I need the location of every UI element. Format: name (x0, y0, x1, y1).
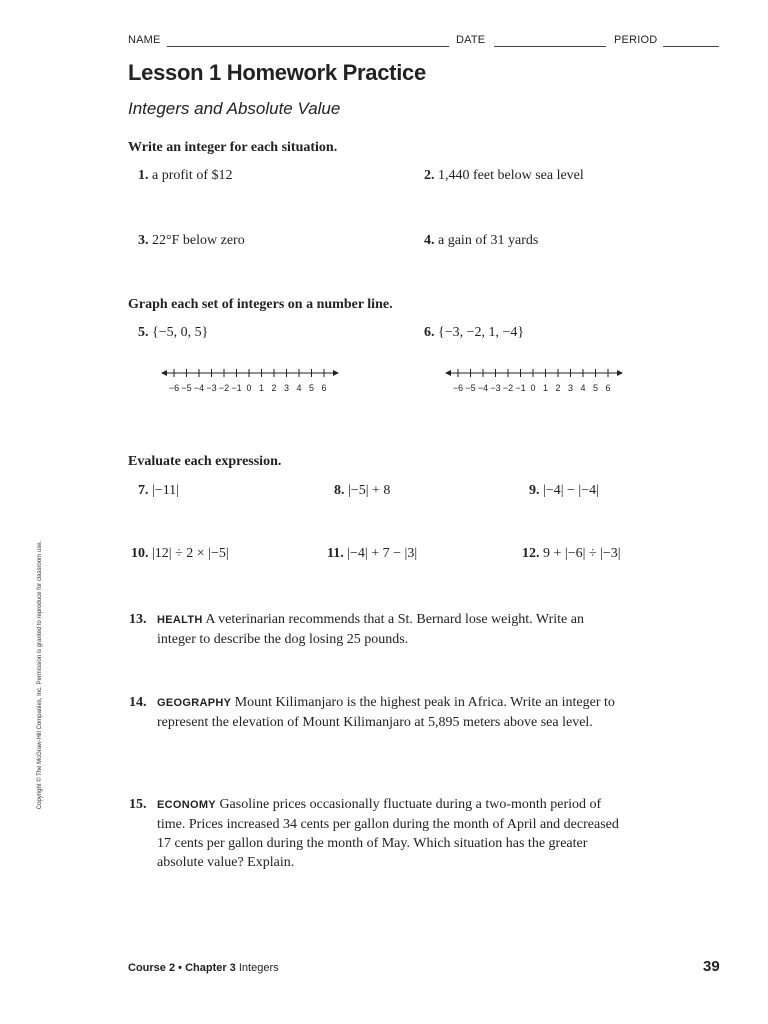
period-label: PERIOD (614, 34, 658, 46)
number-line-tick-label: 0 (246, 383, 252, 393)
problem-4 (424, 231, 538, 250)
number-line-5[interactable] (160, 364, 340, 396)
number-line-tick-label: 2 (555, 383, 561, 393)
copyright-notice: Copyright © The McGraw-Hill Companies, Inc. Permission is granted to reproduce for classroom use. (37, 540, 43, 810)
problem-number: 5. (138, 325, 149, 340)
section-heading-graph: Graph each set of integers on a number line. (128, 297, 393, 312)
problem-number: 10. (131, 546, 149, 561)
footer-chapter: Chapter 3 (185, 962, 236, 974)
problem-15 (129, 795, 627, 872)
problem-10 (131, 544, 229, 563)
problem-text: 22°F below zero (152, 233, 245, 248)
number-line-svg[interactable] (444, 364, 624, 396)
problem-11 (327, 544, 417, 563)
name-label: NAME (128, 34, 161, 46)
footer-topic: Integers (238, 962, 279, 974)
arrow-right-icon (333, 370, 339, 376)
date-blank[interactable] (494, 46, 606, 47)
problem-number: 4. (424, 233, 435, 248)
problem-text: Gasoline prices occasionally fluctuate during a two-month period of time. Prices increased 34 cents per gallon during the month of April and decreased 17 cents per gallon during the month of May. Which situation has the greater absolute value? Explain. (157, 797, 619, 870)
problem-tag: GEOGRAPHY (157, 697, 232, 709)
number-line-tick-label: 1 (258, 383, 265, 393)
problem-number: 7. (138, 483, 149, 498)
footer (128, 962, 279, 974)
number-line-tick-label: −4 (477, 383, 489, 393)
problem-text: |−5| + 8 (348, 483, 391, 498)
problem-text: {−5, 0, 5} (152, 325, 209, 340)
problem-text: |−4| − |−4| (543, 483, 599, 498)
arrow-left-icon (445, 370, 451, 376)
number-line-tick-label: −2 (502, 383, 514, 393)
number-line-tick-label: 1 (542, 383, 549, 393)
problem-2 (424, 166, 584, 185)
number-line-tick-label: −2 (218, 383, 230, 393)
problem-number: 11. (327, 546, 344, 561)
problem-number: 8. (334, 483, 345, 498)
number-line-tick-label: 4 (580, 383, 586, 393)
date-label: DATE (456, 34, 486, 46)
problem-text: 1,440 feet below sea level (438, 168, 584, 183)
problem-7 (138, 481, 179, 500)
problem-text: {−3, −2, 1, −4} (438, 325, 525, 340)
number-line-tick-label: −6 (452, 383, 464, 393)
number-line-tick-label: 3 (567, 383, 574, 393)
problem-number: 13. (129, 612, 147, 627)
page-number: 39 (703, 958, 720, 975)
number-line-tick-label: −4 (193, 383, 205, 393)
page-subtitle: Integers and Absolute Value (128, 99, 341, 118)
problem-text: |12| ÷ 2 × |−5| (152, 546, 229, 561)
number-line-tick-label: 5 (308, 383, 315, 393)
problem-tag: ECONOMY (157, 799, 216, 811)
problem-14 (129, 693, 627, 732)
problem-text: 9 + |−6| ÷ |−3| (543, 546, 621, 561)
number-line-svg[interactable] (160, 364, 340, 396)
section-heading-evaluate: Evaluate each expression. (128, 454, 282, 469)
arrow-right-icon (617, 370, 623, 376)
number-line-tick-label: −5 (181, 383, 192, 393)
problem-number: 1. (138, 168, 149, 183)
problem-number: 14. (129, 695, 147, 710)
problem-8 (334, 481, 390, 500)
problem-number: 12. (522, 546, 540, 561)
problem-9 (529, 481, 599, 500)
number-line-tick-label: 6 (605, 383, 611, 393)
problem-number: 15. (129, 797, 147, 812)
name-blank[interactable] (167, 46, 449, 47)
number-line-tick-label: −3 (490, 383, 501, 393)
number-line-6[interactable] (444, 364, 624, 396)
problem-text: A veterinarian recommends that a St. Bernard lose weight. Write an integer to describe the dog losing 25 pounds. (157, 612, 584, 647)
number-line-tick-label: 0 (530, 383, 536, 393)
number-line-tick-label: 4 (296, 383, 302, 393)
footer-bullet: • (178, 962, 182, 974)
problem-text: a profit of $12 (152, 168, 233, 183)
section-heading-write: Write an integer for each situation. (128, 140, 338, 155)
problem-number: 2. (424, 168, 435, 183)
number-line-tick-label: −1 (515, 383, 526, 393)
problem-text: |−11| (152, 483, 179, 498)
footer-course: Course 2 (128, 962, 176, 974)
number-line-tick-label: −6 (168, 383, 180, 393)
problem-text: Mount Kilimanjaro is the highest peak in Africa. Write an integer to represent the elevation of Mount Kilimanjaro at 5,895 meters above sea level. (157, 695, 615, 730)
problem-number: 3. (138, 233, 149, 248)
number-line-tick-label: −5 (465, 383, 476, 393)
problem-number: 9. (529, 483, 540, 498)
problem-6 (424, 323, 524, 342)
problem-5 (138, 323, 208, 342)
problem-3 (138, 231, 245, 250)
problem-tag: HEALTH (157, 614, 203, 626)
number-line-tick-label: 5 (592, 383, 599, 393)
number-line-tick-label: −1 (231, 383, 242, 393)
problem-1 (138, 166, 232, 185)
problem-13 (129, 610, 607, 649)
problem-12 (522, 544, 621, 563)
number-line-tick-label: 6 (321, 383, 327, 393)
problem-text: a gain of 31 yards (438, 233, 539, 248)
period-blank[interactable] (663, 46, 719, 47)
page-title: Lesson 1 Homework Practice (128, 60, 426, 85)
number-line-tick-label: −3 (206, 383, 217, 393)
number-line-tick-label: 3 (283, 383, 290, 393)
number-line-tick-label: 2 (271, 383, 277, 393)
arrow-left-icon (161, 370, 167, 376)
problem-number: 6. (424, 325, 435, 340)
problem-text: |−4| + 7 − |3| (347, 546, 418, 561)
